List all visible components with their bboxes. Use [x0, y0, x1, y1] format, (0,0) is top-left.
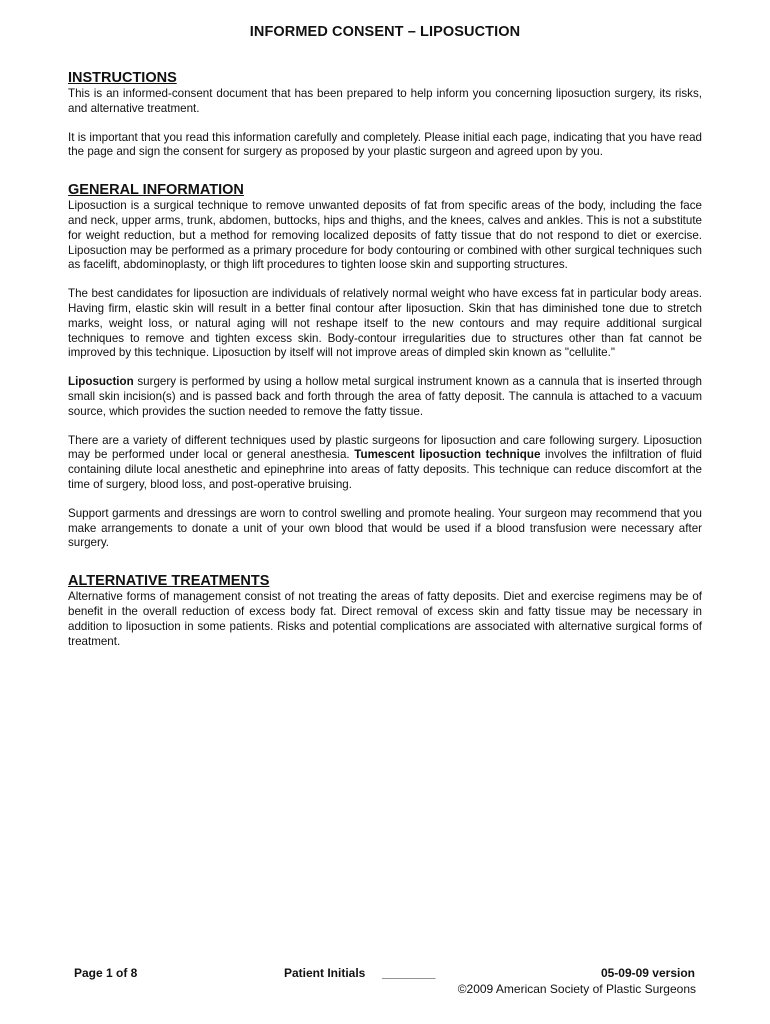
general-paragraph-1: Liposuction is a surgical technique to remove unwanted deposits of fat from specific areas of the body, including the face and neck, upper arms, trunk, abdomen, buttocks, hips and thighs, and the knees, calves and ankles. This is not a substitute for weight reduction, but a method for removing localized deposits of fatty tissue that do not respond to diet or exercise. Liposuction may be performed as a primary procedure for body contouring or combined with other surgical techniques such as facelift, abdominoplasty, or thigh lift procedures to tighten loose skin and supporting structures. [68, 199, 702, 272]
document-title: INFORMED CONSENT – LIPOSUCTION [249, 24, 521, 40]
general-paragraph-5: Support garments and dressings are worn to control swelling and promote healing. Your surgeon may recommend that you make arrangements to donate a unit of your own blood that would be used if a blood transfusion were necessary after surgery. [68, 506, 702, 550]
copyright-notice: ©2009 American Society of Plastic Surgeons [457, 982, 696, 996]
general-paragraph-2: The best candidates for liposuction are individuals of relatively normal weight who have excess fat in particular body areas. Having firm, elastic skin will result in a better final contour after liposuction. Skin that has diminished tone due to stretch marks, weight loss, or natural aging will not reshape itself to the new contours and may require additional surgical techniques to remove and tighten excess skin. Body-contour irregularities due to structures other than fat cannot be improved by this technique. Liposuction by itself will not improve areas of dimpled skin known as "cellulite." [68, 287, 702, 360]
patient-initials-field[interactable]: ________ [382, 966, 436, 980]
alternative-treatments-heading: ALTERNATIVE TREATMENTS [68, 573, 270, 590]
general-paragraph-4 [68, 434, 702, 493]
instructions-paragraph-2: It is important that you read this information carefully and completely. Please initial each page, indicating that you have read the page and sign the consent for surgery as proposed by your plastic surgeon and agreed upon by you. [68, 130, 702, 159]
version-label: 05-09-09 version [600, 966, 695, 980]
patient-initials-label: Patient Initials [284, 966, 366, 980]
general-paragraph-4-start: There are a variety of different techniques used by plastic surgeons for liposuction and care following surgery. Liposuction may be performed under local or general anesthesia. [68, 433, 702, 462]
instructions-heading: INSTRUCTIONS [68, 70, 177, 86]
page-footer [0, 964, 770, 1004]
general-paragraph-4-end: involves the infiltration of fluid containing dilute local anesthetic and epinephrine into areas of fatty deposits. This technique can reduce discomfort at the time of surgery, blood loss, and post-operative bruising. [68, 448, 702, 491]
instructions-paragraph-1: This is an informed-consent document that has been prepared to help inform you concerning liposuction surgery, its risks, and alternative treatment. [68, 87, 702, 115]
liposuction-term: Liposuction [68, 375, 134, 389]
general-paragraph-3-text: surgery is performed by using a hollow metal surgical instrument known as a cannula that is inserted through small skin incision(s) and is passed back and forth through the area of fatty deposit. The cannula is attached to a vacuum source, which provides the suction needed to remove the fatty tissue. [68, 375, 702, 418]
document-body [68, 70, 702, 649]
tumescent-term: Tumescent liposuction technique [354, 448, 541, 462]
alternatives-paragraph-1: Alternative forms of management consist of not treating the areas of fatty deposits. Diet and exercise regimens may be of benefit in the overall reduction of excess body fat. Direct removal of excess skin and fatty tissue may be necessary in addition to liposuction in some patients. Risks and potential complications are associated with alternative surgical forms of treatment. [68, 590, 702, 648]
general-paragraph-3 [68, 375, 702, 419]
general-information-heading: GENERAL INFORMATION [68, 182, 244, 199]
page-number: Page 1 of 8 [74, 966, 138, 980]
